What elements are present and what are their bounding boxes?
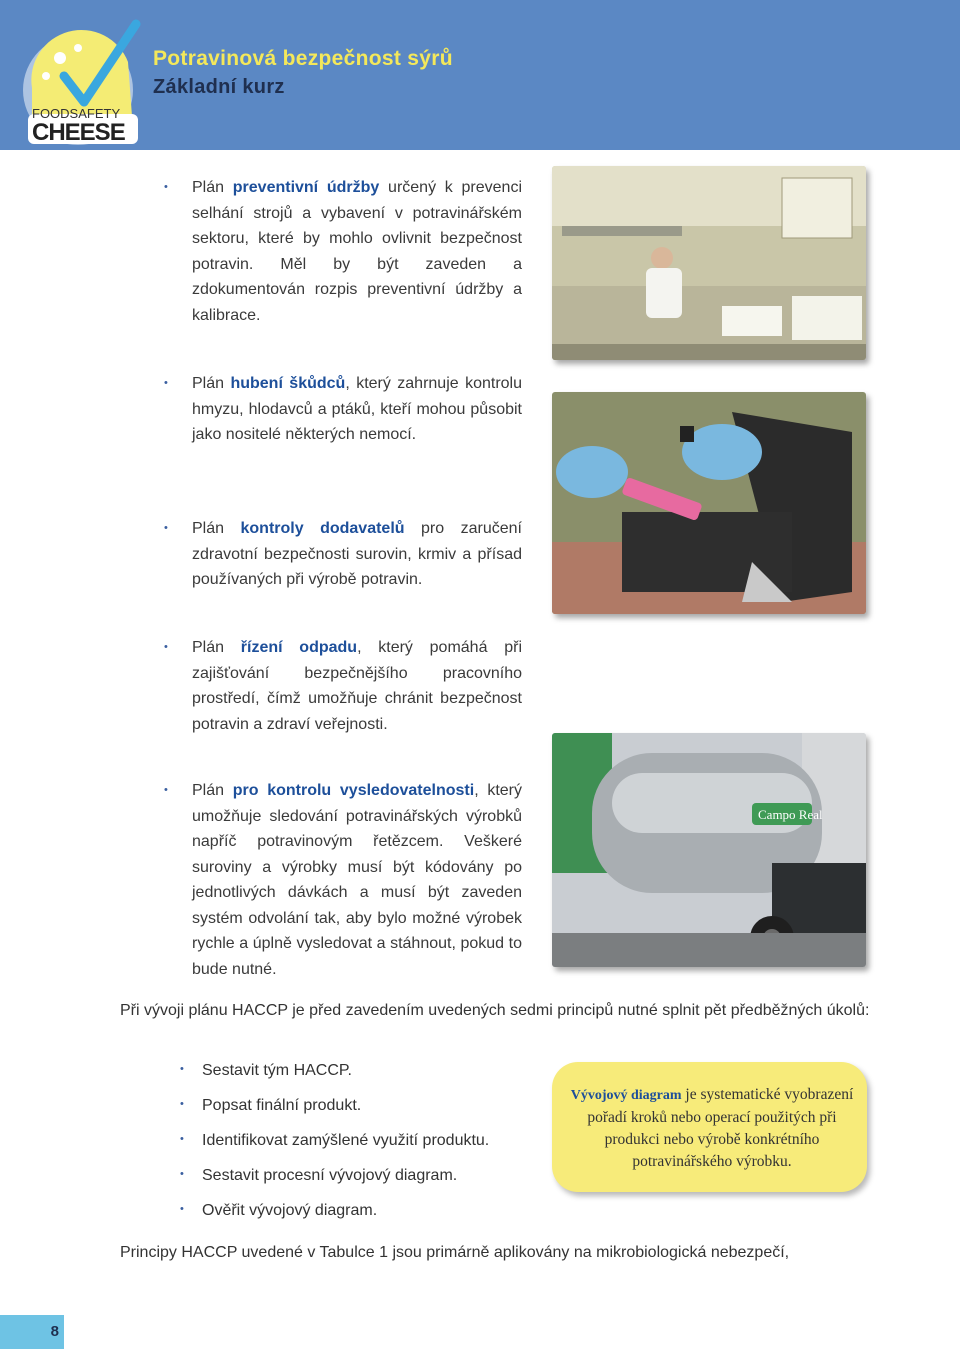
logo-text-bottom: CHEESE <box>32 119 125 146</box>
note-term: Vývojový diagram <box>570 1088 682 1103</box>
page-header <box>0 0 960 150</box>
course-title: Potravinová bezpečnost sýrů <box>153 47 453 70</box>
page-number: 8 <box>50 1323 59 1340</box>
highlight-waste-management: řízení odpadu <box>240 639 358 656</box>
prelim-task-item: • Identifikovat zamýšlené využití produktu. <box>180 1132 489 1150</box>
bullet-waste-management: • Plán řízení odpadu, který pomáhá při zajišťování bezpečnějšího pracovního prostředí, čímž umožňuje chránit bezpečnost potravin a zdraví veřejnosti. <box>166 635 522 737</box>
photo-milk-tanker-truck <box>552 733 866 967</box>
bullet-maintenance: • Plán preventivní údržby určený k prevenci selhání strojů a vybavení v potravinářském sektoru, které by mohlo ovlivnit bezpečnost potravin. Měl by být zaveden a zdokumentován rozpis preventivní údržby a kalibrace. <box>166 175 522 328</box>
intro-paragraph: Při vývoji plánu HACCP je před zavedením uvedených sedmi principů nutné splnit pět předběžných úkolů: <box>120 1002 870 1019</box>
prelim-task-item: • Sestavit tým HACCP. <box>180 1062 352 1080</box>
page-number-box <box>0 1315 64 1349</box>
photo-cheese-factory <box>552 166 866 360</box>
course-subtitle: Základní kurz <box>153 76 285 98</box>
prelim-task-item: • Sestavit procesní vývojový diagram. <box>180 1167 457 1185</box>
highlight-traceability: pro kontrolu vysledovatelnosti <box>232 782 475 799</box>
foodsafety-cheese-logo <box>18 18 148 148</box>
photo-pest-bait-station <box>552 392 866 614</box>
highlight-supplier-control: kontroly dodavatelů <box>240 520 405 537</box>
truck-label: Campo Real <box>758 807 823 822</box>
prelim-task-item: • Popsat finální produkt. <box>180 1097 361 1115</box>
definition-note <box>552 1062 867 1192</box>
logo-text-top: FOODSAFETY <box>32 106 121 121</box>
highlight-pest-control: hubení škůdců <box>230 375 346 392</box>
prelim-task-item: • Ověřit vývojový diagram. <box>180 1202 377 1220</box>
final-paragraph: Principy HACCP uvedené v Tabulce 1 jsou primárně aplikovány na mikrobiologická nebezpečí, <box>120 1244 790 1261</box>
highlight-maintenance: preventivní údržby <box>232 179 380 196</box>
bullet-pest-control: • Plán hubení škůdců, který zahrnuje kontrolu hmyzu, hlodavců a ptáků, kteří mohou působit jako nositelé některých nemocí. <box>166 371 522 448</box>
bullet-supplier-control: • Plán kontroly dodavatelů pro zaručení zdravotní bezpečnosti surovin, krmiv a přísad používaných při výrobě potravin. <box>166 516 522 593</box>
note-definition: je systematické vyobrazení pořadí kroků nebo operací použitých při produkci nebo výrobě konkrétního potravinářského výrobku. <box>587 1086 854 1170</box>
bullet-traceability: • Plán pro kontrolu vysledovatelnosti, který umožňuje sledování potravinářských výrobků napříč potravinovým řetězcem. Veškeré suroviny a výrobky musí být kódovány po jednotlivých dávkách a musí být zaveden systém odvolání tak, aby bylo možné výrobek rychle a úplně vysledovat a stáhnout, pokud to bude nutné. <box>166 778 522 982</box>
